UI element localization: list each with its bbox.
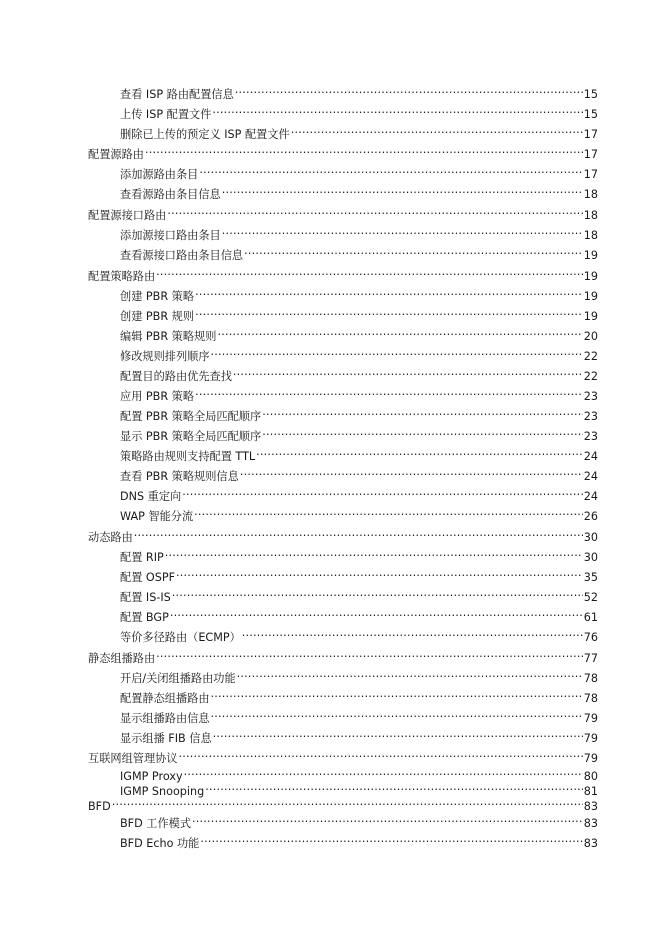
toc-entry[interactable] bbox=[88, 646, 598, 665]
toc-entry-title: 显示组播路由信息 bbox=[120, 712, 210, 725]
toc-entry-title: 互联网组管理协议 bbox=[88, 752, 178, 765]
toc-entry-title: WAP 智能分流 bbox=[120, 510, 194, 523]
toc-entry-title: 静态组播路由 bbox=[88, 652, 156, 665]
toc-entry[interactable] bbox=[120, 779, 598, 798]
toc-entry-page-number: 19 bbox=[583, 290, 598, 303]
toc-dot-leader bbox=[184, 764, 583, 780]
toc-dot-leader bbox=[112, 794, 583, 810]
toc-entry-title: 配置 RIP bbox=[120, 551, 164, 564]
toc-dot-leader bbox=[145, 142, 583, 158]
toc-entry-page-number: 15 bbox=[583, 108, 598, 121]
toc-dot-leader bbox=[222, 223, 583, 239]
toc-entry-title: 策略路由规则支持配置 TTL bbox=[120, 450, 256, 463]
toc-entry-page-number: 18 bbox=[583, 209, 598, 222]
toc-dot-leader bbox=[156, 646, 583, 662]
toc-entry-page-number: 79 bbox=[583, 752, 598, 765]
toc-dot-leader bbox=[242, 625, 583, 641]
toc-entry[interactable] bbox=[120, 223, 598, 242]
toc-dot-leader bbox=[165, 545, 583, 561]
toc-dot-leader bbox=[244, 243, 583, 259]
toc-entry-title: 创建 PBR 规则 bbox=[120, 310, 195, 323]
toc-entry-page-number: 19 bbox=[583, 310, 598, 323]
toc-dot-leader bbox=[291, 122, 583, 138]
toc-dot-leader bbox=[195, 304, 583, 320]
toc-entry-title: 删除已上传的预定义 ISP 配置文件 bbox=[120, 128, 290, 141]
toc-entry-title: IGMP Proxy bbox=[120, 770, 183, 783]
toc-entry-title: 配置目的路由优先查找 bbox=[120, 370, 232, 383]
toc-entry-title: 添加源接口路由条目 bbox=[120, 229, 221, 242]
toc-entry-title: 配置 PBR 策略全局匹配顺序 bbox=[120, 410, 262, 423]
toc-entry[interactable] bbox=[120, 122, 598, 141]
toc-dot-leader bbox=[233, 364, 583, 380]
toc-entry-page-number: 20 bbox=[583, 330, 598, 343]
toc-dot-leader bbox=[211, 344, 583, 360]
toc-entry-page-number: 24 bbox=[583, 490, 598, 503]
toc-entry[interactable] bbox=[88, 525, 598, 544]
toc-entry-page-number: 79 bbox=[583, 712, 598, 725]
toc-entry-page-number: 52 bbox=[583, 591, 598, 604]
toc-entry[interactable] bbox=[120, 162, 598, 181]
toc-entry-page-number: 24 bbox=[583, 470, 598, 483]
toc-entry-page-number: 19 bbox=[583, 249, 598, 262]
toc-entry[interactable] bbox=[120, 585, 598, 604]
toc-entry[interactable] bbox=[120, 182, 598, 201]
toc-entry[interactable] bbox=[120, 706, 598, 725]
toc-entry-title: 上传 ISP 配置文件 bbox=[120, 108, 212, 121]
toc-entry-page-number: 30 bbox=[583, 531, 598, 544]
toc-entry-title: 显示组播 FIB 信息 bbox=[120, 732, 212, 745]
toc-dot-leader bbox=[200, 831, 582, 847]
toc-entry-page-number: 17 bbox=[583, 168, 598, 181]
toc-entry-page-number: 83 bbox=[583, 800, 598, 813]
toc-dot-leader bbox=[156, 264, 583, 280]
toc-entry[interactable] bbox=[120, 82, 598, 101]
toc-entry[interactable] bbox=[120, 811, 598, 830]
toc-entry-title: IGMP Snooping bbox=[120, 785, 205, 798]
toc-dot-leader bbox=[172, 585, 583, 601]
toc-entry[interactable] bbox=[120, 324, 598, 343]
toc-dot-leader bbox=[211, 706, 583, 722]
toc-entry-title: 开启/关闭组播路由功能 bbox=[120, 672, 236, 685]
toc-entry-title: BFD bbox=[88, 800, 111, 813]
toc-entry-title: 查看 PBR 策略规则信息 bbox=[120, 470, 239, 483]
toc-dot-leader bbox=[217, 324, 582, 340]
toc-entry[interactable] bbox=[120, 364, 598, 383]
toc-entry-title: 显示 PBR 策略全局匹配顺序 bbox=[120, 430, 262, 443]
toc-dot-leader bbox=[182, 484, 583, 500]
toc-dot-leader bbox=[262, 424, 583, 440]
toc-entry-page-number: 17 bbox=[583, 148, 598, 161]
toc-dot-leader bbox=[194, 504, 583, 520]
toc-dot-leader bbox=[179, 746, 583, 762]
toc-entry-title: BFD 工作模式 bbox=[120, 817, 192, 830]
toc-entry-title: 配置源路由 bbox=[88, 148, 144, 161]
toc-dot-leader bbox=[212, 102, 582, 118]
toc-entry[interactable] bbox=[120, 344, 598, 363]
toc-entry-page-number: 17 bbox=[583, 128, 598, 141]
toc-entry-page-number: 79 bbox=[583, 732, 598, 745]
toc-entry-title: BFD Echo 功能 bbox=[120, 837, 200, 850]
toc-entry-page-number: 35 bbox=[583, 571, 598, 584]
toc-entry-title: 查看 ISP 路由配置信息 bbox=[120, 88, 234, 101]
toc-dot-leader bbox=[167, 203, 582, 219]
toc-dot-leader bbox=[192, 811, 583, 827]
toc-entry-page-number: 81 bbox=[583, 785, 598, 798]
toc-entry-title: 配置静态组播路由 bbox=[120, 692, 210, 705]
toc-entry-page-number: 18 bbox=[583, 229, 598, 242]
toc-entry-title: 配置 OSPF bbox=[120, 571, 176, 584]
toc-entry-page-number: 26 bbox=[583, 510, 598, 523]
toc-dot-leader bbox=[134, 525, 583, 541]
toc-dot-leader bbox=[237, 666, 583, 682]
toc-entry[interactable] bbox=[120, 764, 598, 783]
toc-entry[interactable] bbox=[88, 264, 598, 283]
toc-entry-page-number: 78 bbox=[583, 692, 598, 705]
toc-dot-leader bbox=[211, 686, 583, 702]
toc-entry[interactable] bbox=[120, 605, 598, 624]
toc-entry-page-number: 61 bbox=[583, 611, 598, 624]
toc-entry-page-number: 78 bbox=[583, 672, 598, 685]
toc-dot-leader bbox=[213, 726, 583, 742]
toc-entry[interactable] bbox=[120, 102, 598, 121]
toc-entry-title: 查看源接口路由条目信息 bbox=[120, 249, 244, 262]
toc-entry[interactable] bbox=[120, 666, 598, 685]
toc-entry-title: 配置策略路由 bbox=[88, 270, 156, 283]
toc-entry[interactable] bbox=[120, 484, 598, 503]
toc-entry[interactable] bbox=[120, 726, 598, 745]
toc-entry-title: 等价多径路由（ECMP） bbox=[120, 631, 241, 644]
toc-entry-page-number: 23 bbox=[583, 390, 598, 403]
toc-dot-leader bbox=[222, 182, 583, 198]
toc-entry[interactable] bbox=[120, 304, 598, 323]
toc-entry[interactable] bbox=[120, 444, 598, 463]
toc-entry-page-number: 83 bbox=[583, 817, 598, 830]
toc-entry[interactable] bbox=[120, 424, 598, 443]
toc-entry[interactable] bbox=[120, 384, 598, 403]
toc-entry-page-number: 19 bbox=[583, 270, 598, 283]
toc-entry-title: 创建 PBR 策略 bbox=[120, 290, 195, 303]
toc-entry-title: 动态路由 bbox=[88, 531, 133, 544]
toc-entry-page-number: 30 bbox=[583, 551, 598, 564]
toc-entry[interactable] bbox=[88, 142, 598, 161]
toc-entry-title: 查看源路由条目信息 bbox=[120, 188, 221, 201]
toc-entry[interactable] bbox=[120, 504, 598, 523]
toc-entry-page-number: 23 bbox=[583, 410, 598, 423]
toc-entry[interactable] bbox=[120, 243, 598, 262]
toc-entry-page-number: 22 bbox=[583, 370, 598, 383]
toc-dot-leader bbox=[170, 605, 583, 621]
toc-entry-title: 配置 IS-IS bbox=[120, 591, 171, 604]
toc-entry-title: 配置 BGP bbox=[120, 611, 169, 624]
toc-dot-leader bbox=[176, 565, 583, 581]
toc-entry[interactable] bbox=[88, 794, 598, 813]
toc-entry-title: 编辑 PBR 策略规则 bbox=[120, 330, 217, 343]
toc-entry[interactable] bbox=[120, 404, 598, 423]
toc-entry[interactable] bbox=[120, 545, 598, 564]
toc-entry-title: 添加源路由条目 bbox=[120, 168, 199, 181]
toc-entry[interactable] bbox=[120, 464, 598, 483]
toc-entry-page-number: 80 bbox=[583, 770, 598, 783]
toc-entry[interactable] bbox=[88, 746, 598, 765]
toc-entry-page-number: 76 bbox=[583, 631, 598, 644]
toc-dot-leader bbox=[240, 464, 583, 480]
toc-entry[interactable] bbox=[120, 625, 598, 644]
toc-dot-leader bbox=[205, 779, 583, 795]
toc-dot-leader bbox=[195, 384, 583, 400]
toc-dot-leader bbox=[235, 82, 583, 98]
toc-entry[interactable] bbox=[120, 284, 598, 303]
toc-entry-title: 修改规则排列顺序 bbox=[120, 350, 210, 363]
toc-entry-title: DNS 重定向 bbox=[120, 490, 182, 503]
toc-entry[interactable] bbox=[120, 565, 598, 584]
toc-entry-page-number: 77 bbox=[583, 652, 598, 665]
toc-entry-page-number: 18 bbox=[583, 188, 598, 201]
toc-entry[interactable] bbox=[88, 203, 598, 222]
toc-entry-title: 配置源接口路由 bbox=[88, 209, 167, 222]
toc-dot-leader bbox=[195, 284, 583, 300]
toc-entry[interactable] bbox=[120, 686, 598, 705]
toc-entry-page-number: 24 bbox=[583, 450, 598, 463]
toc-dot-leader bbox=[199, 162, 582, 178]
toc-entry-title: 应用 PBR 策略 bbox=[120, 390, 195, 403]
toc-entry-page-number: 83 bbox=[583, 837, 598, 850]
toc-entry[interactable] bbox=[120, 831, 598, 850]
toc-dot-leader bbox=[262, 404, 583, 420]
toc-entry-page-number: 23 bbox=[583, 430, 598, 443]
toc-dot-leader bbox=[256, 444, 583, 460]
toc-entry-page-number: 15 bbox=[583, 88, 598, 101]
toc-entry-page-number: 22 bbox=[583, 350, 598, 363]
